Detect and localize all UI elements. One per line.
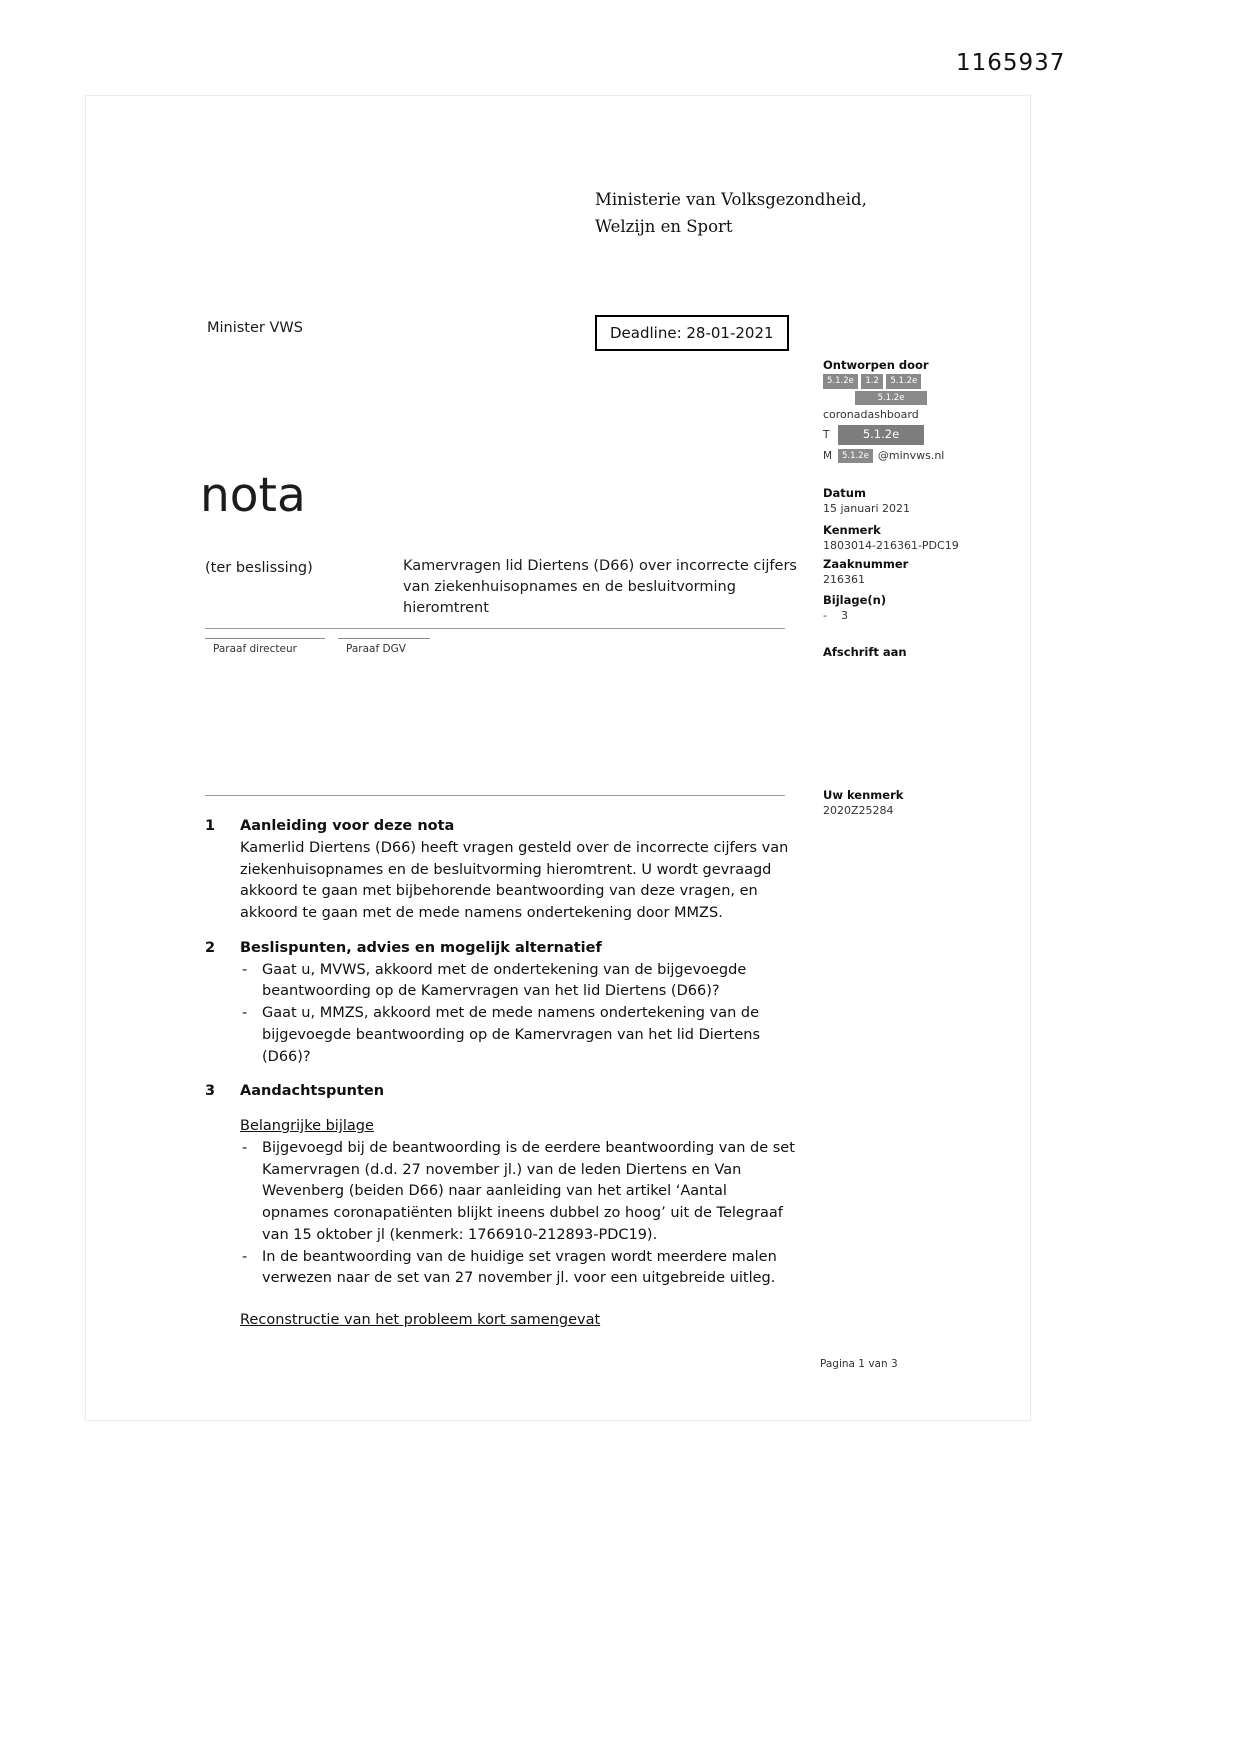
paraaf-dgv-field: Paraaf DGV xyxy=(338,638,430,655)
email-domain: @minvws.nl xyxy=(877,449,945,463)
nota-subject: Kamervragen lid Diertens (D66) over incorrecte cijfers van ziekenhuisopnames en de besluitvorming hieromtrent xyxy=(403,558,797,617)
uw-kenmerk-label: Uw kenmerk xyxy=(823,788,904,802)
redaction-block: 5.1.2e xyxy=(823,374,858,389)
document-body xyxy=(205,816,797,1345)
nota-classification: (ter beslissing) xyxy=(205,560,313,576)
redaction-row-2 xyxy=(823,391,1028,406)
section-heading: Beslispunten, advies en mogelijk alternatief xyxy=(240,939,602,956)
datum-label: Datum xyxy=(823,486,866,500)
bullet-text: - Gaat u, MMZS, akkoord met de mede namens ondertekening van de bijgevoegde beantwoording op de Kamervragen van het lid Diertens (D66)? xyxy=(262,1005,761,1065)
bijlagen-label: Bijlage(n) xyxy=(823,593,887,607)
uw-kenmerk-value: 2020Z25284 xyxy=(823,804,894,817)
bullet-item xyxy=(240,1138,797,1247)
section-number: 1 xyxy=(205,818,216,834)
paraaf-row xyxy=(205,638,430,655)
meta-zaaknummer xyxy=(823,557,1028,586)
ontworpen-door-label: Ontworpen door xyxy=(823,358,929,372)
kenmerk-label: Kenmerk xyxy=(823,523,881,537)
bullet-text: - In de beantwoording van de huidige set vragen wordt meerdere malen verwezen naar de set van 27 november jl. voor een uitgebreide uitleg. xyxy=(262,1248,777,1287)
datum-value: 15 januari 2021 xyxy=(823,502,911,515)
bullet-item xyxy=(240,960,797,1004)
kenmerk-value: 1803014-216361-PDC19 xyxy=(823,539,959,552)
ontworpen-door-block xyxy=(823,358,1028,463)
section-heading: Aanleiding voor deze nota xyxy=(240,818,455,834)
nota-title: nota xyxy=(200,468,306,523)
bullet-text: - Bijgevoegd bij de beantwoording is de eerdere beantwoording van de set Kamervragen (d.d. 27 november jl.) van de leden Diertens en Van Wevenberg (beiden D66) naar aanleiding van het artikel ‘Aantal opnames coronapatiënten blijkt ineens dubbel zo hoog’ uit de Telegraaf van 15 oktober jl (kenmerk: 1766910-212893-PDC19). xyxy=(262,1139,795,1243)
section-heading: Aandachtspunten xyxy=(240,1083,385,1100)
ministry-line1: Ministerie van Volksgezondheid, xyxy=(595,190,867,209)
divider-line xyxy=(205,628,785,629)
meta-datum xyxy=(823,486,1028,515)
bullet-text: - Gaat u, MVWS, akkoord met de ondertekening van de bijgevoegde beantwoording op de Kamervragen van het lid Diertens (D66)? xyxy=(262,961,747,1000)
bullet-item xyxy=(240,1003,797,1068)
phone-prefix: T xyxy=(823,428,830,441)
ministry-line2: Welzijn en Sport xyxy=(595,217,733,237)
meta-uw-kenmerk xyxy=(823,788,1028,817)
section-3 xyxy=(205,1081,797,1332)
section-2 xyxy=(205,938,797,1069)
addressee: Minister VWS xyxy=(207,320,303,336)
deadline-box: Deadline: 28-01-2021 xyxy=(595,315,789,351)
section-1 xyxy=(205,816,797,925)
redaction-block: 5.1.2e xyxy=(886,374,921,389)
email-redaction-block: 5.1.2e xyxy=(838,449,873,464)
redaction-block: 5.1.2e xyxy=(855,391,927,406)
phone-row xyxy=(823,425,1028,445)
phone-redaction-block: 5.1.2e xyxy=(838,425,924,445)
divider-line xyxy=(205,795,785,796)
zaaknummer-value: 216361 xyxy=(823,573,865,586)
bijlagen-value: - 3 xyxy=(823,609,848,622)
meta-kenmerk xyxy=(823,523,1028,552)
section-number: 3 xyxy=(205,1083,216,1100)
meta-bijlagen xyxy=(823,593,1028,622)
section-paragraph: Kamerlid Diertens (D66) heeft vragen gesteld over de incorrecte cijfers van ziekenhuisopnames en de besluitvorming hieromtrent. U wordt gevraagd akkoord te gaan met bijbehorende beantwoording van deze vragen, en akkoord te gaan met de mede namens ondertekening door MMZS. xyxy=(240,839,789,921)
email-prefix: M xyxy=(823,449,833,462)
department-name: coronadashboard xyxy=(823,408,919,421)
paraaf-directeur-field: Paraaf directeur xyxy=(205,638,325,655)
afschrift-label: Afschrift aan xyxy=(823,645,907,659)
section-number: 2 xyxy=(205,939,216,956)
subsection-heading: Belangrijke bijlage xyxy=(240,1118,374,1134)
email-row xyxy=(823,449,1028,464)
page-indicator: Pagina 1 van 3 xyxy=(820,1358,898,1370)
subsection-heading: Reconstructie van het probleem kort samengevat xyxy=(240,1312,601,1328)
bullet-item xyxy=(240,1247,797,1291)
redaction-row-1 xyxy=(823,374,1028,389)
redaction-block: 1.2 xyxy=(861,374,883,389)
zaaknummer-label: Zaaknummer xyxy=(823,557,909,571)
document-number-stamp: 1165937 xyxy=(956,50,1066,76)
meta-afschrift xyxy=(823,645,1028,661)
ministry-header xyxy=(595,186,867,240)
